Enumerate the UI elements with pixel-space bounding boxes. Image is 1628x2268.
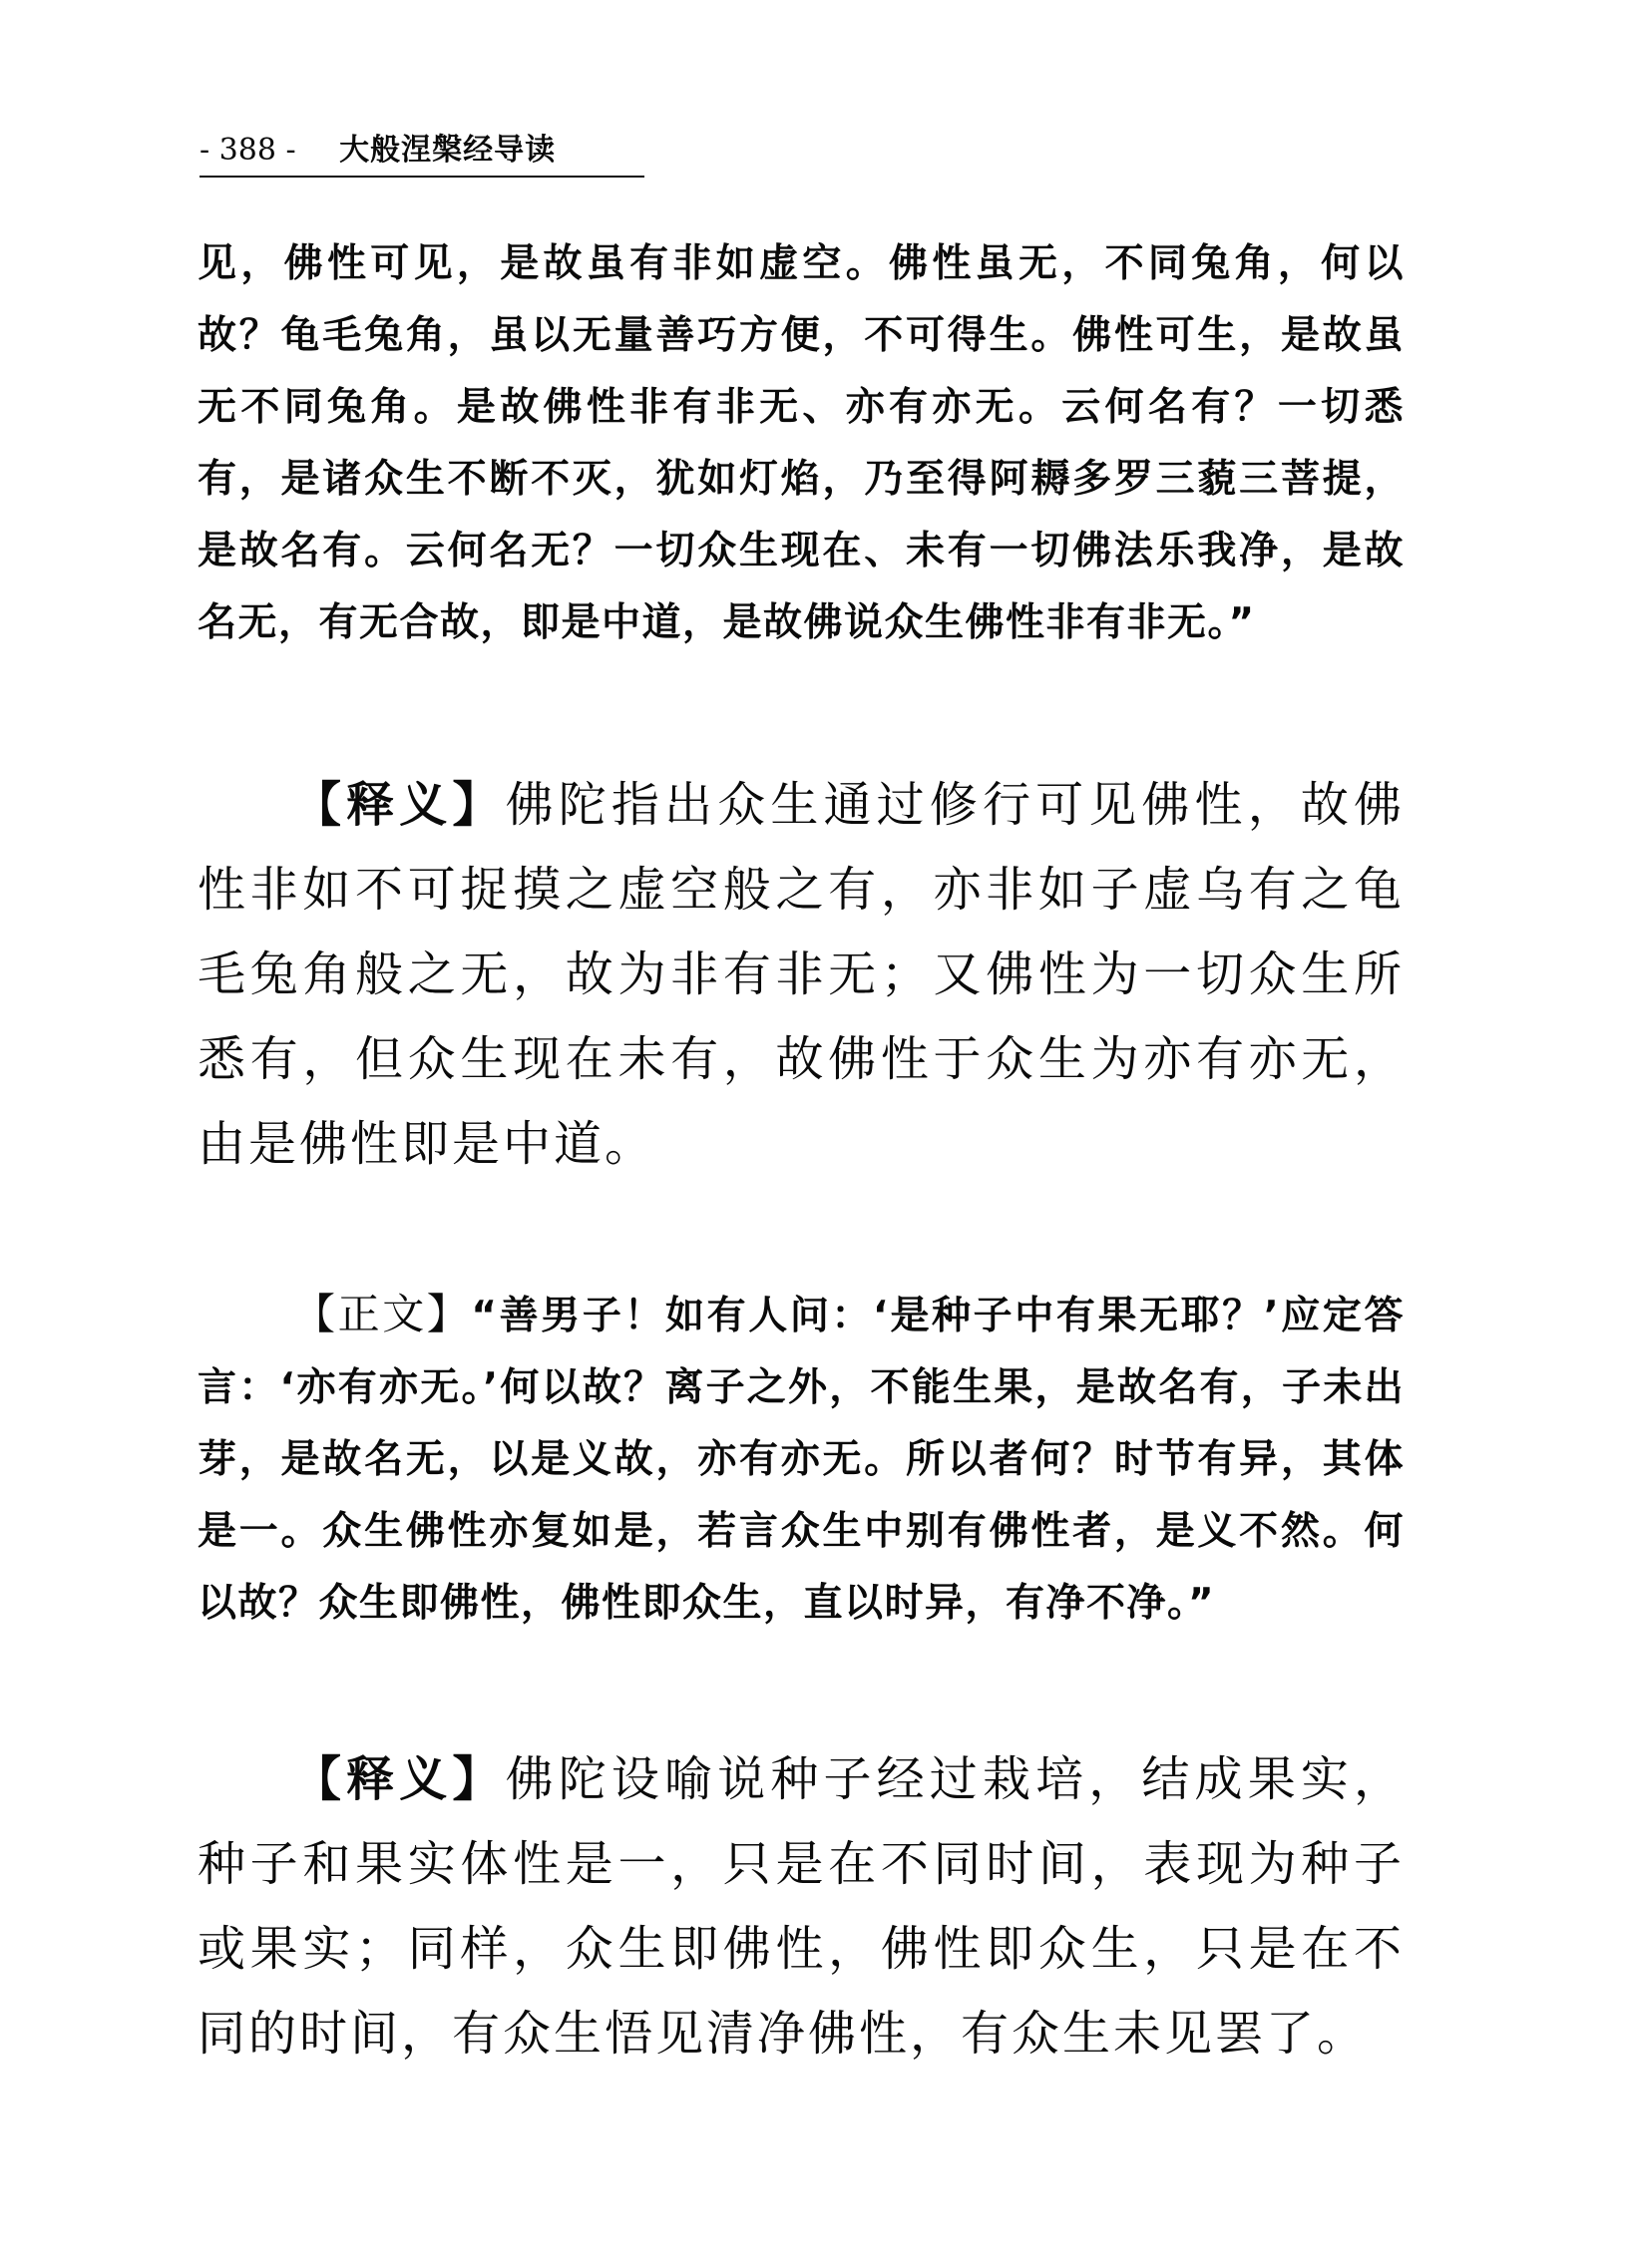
commentary-text: 佛陀指出众生通过修行可见佛性，故佛性非如不可捉摸之虚空般之有，亦非如子虚乌有之龟毛兔角般之无，故为非有非无；又佛性为一切众生所悉有，但众生现在未有，故佛性于众生为亦有亦无，由是佛性即是中道。: [198, 777, 1405, 1172]
sutra-text: 见，佛性可见，是故虽有非如虚空。佛性虽无，不同兔角，何以故？龟毛兔角，虽以无量善巧方便，不可得生。佛性可生，是故虽无不同兔角。是故佛性非有非无、亦有亦无。云何名有？一切悉有，是诸众生不断不灭，犹如灯焰，乃至得阿耨多罗三藐三菩提，是故名有。云何名无？一切众生现在、未有一切佛法乐我净，是故名无，有无合故，即是中道，是故佛说众生佛性非有非无。”: [198, 241, 1405, 645]
sutra-passage: [198, 1279, 1405, 1640]
book-title: 大般涅槃经导读: [339, 133, 557, 168]
commentary-marker: 【释义】: [293, 777, 506, 833]
commentary-passage: [198, 763, 1405, 1187]
commentary-passage: [198, 1737, 1405, 2077]
sutra-text: “善男子！如有人问：‘是种子中有果无耶？’应定答言：‘亦有亦无。’何以故？离子之外，不能生果，是故名有，子未出芽，是故名无，以是义故，亦有亦无。所以者何？时节有异，其体是一。众生佛性亦复如是，若言众生中别有佛性者，是义不然。何以故？众生即佛性，佛性即众生，直以时异，有净不净。”: [198, 1294, 1405, 1626]
commentary-text: 佛陀设喻说种子经过栽培，结成果实，种子和果实体性是一，只是在不同时间，表现为种子或果实；同样，众生即佛性，佛性即众生，只是在不同的时间，有众生悟见清净佛性，有众生未见罢了。: [198, 1751, 1405, 2062]
header-rule: [200, 176, 644, 178]
running-head: [200, 128, 556, 174]
sutra-passage-continued: [198, 228, 1405, 659]
sutra-marker: 【正文】: [293, 1290, 472, 1338]
page-number: - 388 -: [200, 133, 296, 168]
commentary-marker: 【释义】: [293, 1751, 506, 1807]
